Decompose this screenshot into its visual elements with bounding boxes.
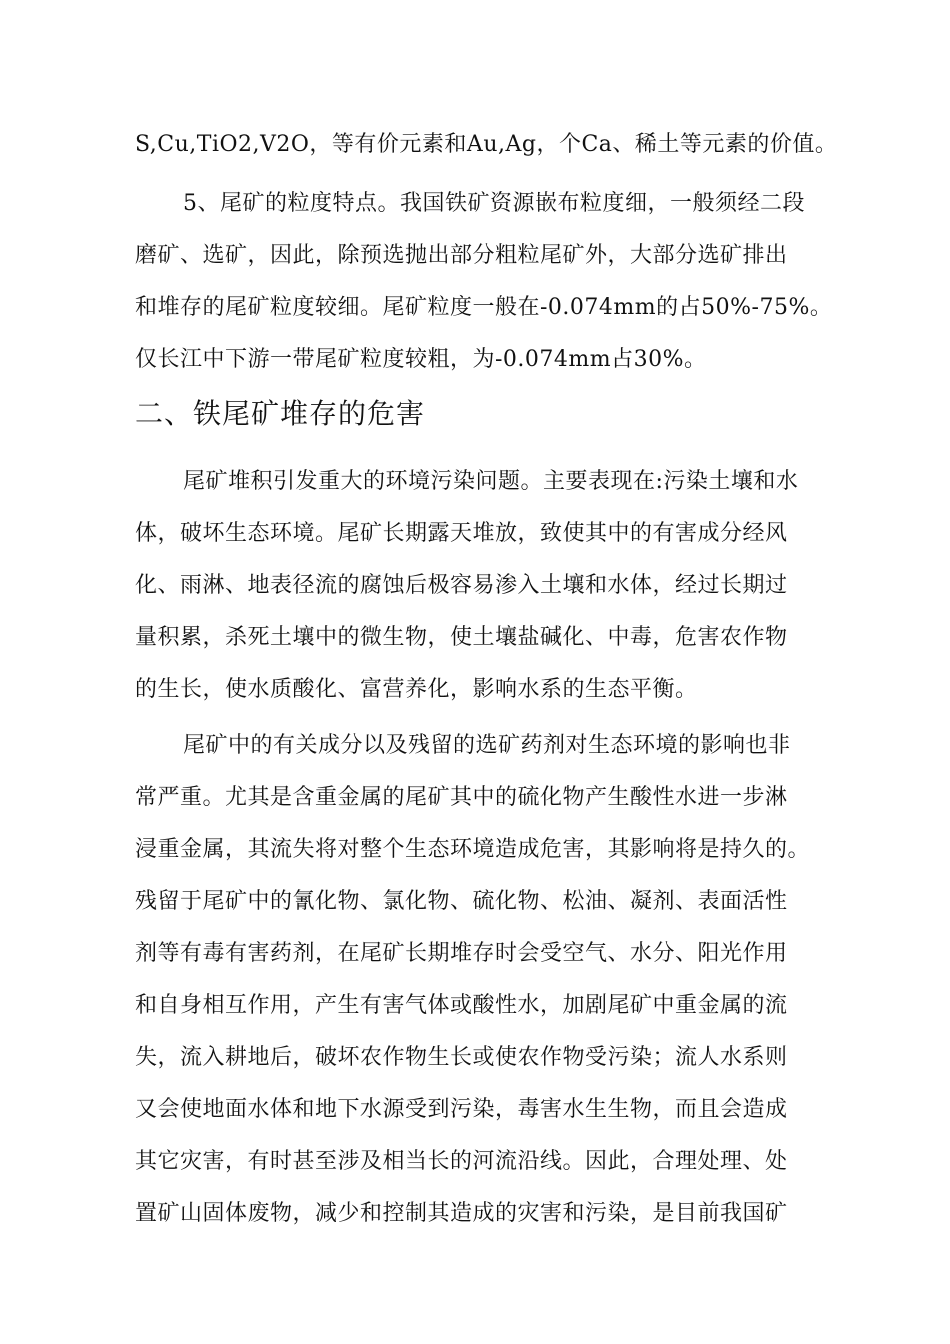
paragraph-3-line-1: 尾矿堆积引发重大的环境污染问题。主要表现在:污染土壤和水 <box>183 469 799 494</box>
paragraph-2-line-1: 5、尾矿的粒度特点。我国铁矿资源嵌布粒度细，一般须经二段 <box>183 191 805 216</box>
paragraph-4-line-3: 浸重金属，其流失将对整个生态环境造成危害，其影响将是持久的。 <box>135 837 811 862</box>
paragraph-4-line-8: 又会使地面水体和地下水源受到污染，毒害水生生物，而且会造成 <box>135 1097 788 1122</box>
paragraph-1-line-1: S,Cu,TiO2,V2O，等有价元素和Au,Ag，个Ca、稀土等元素的价值。 <box>135 132 838 157</box>
paragraph-3-line-5: 的生长，使水质酸化、富营养化，影响水系的生态平衡。 <box>135 677 698 702</box>
paragraph-3-line-3: 化、雨淋、地表径流的腐蚀后极容易渗入土壤和水体，经过长期过 <box>135 573 788 598</box>
paragraph-4-line-5: 剂等有毒有害药剂，在尾矿长期堆存时会受空气、水分、阳光作用 <box>135 941 788 966</box>
paragraph-4-line-9: 其它灾害，有时甚至涉及相当长的河流沿线。因此，合理处理、处 <box>135 1149 788 1174</box>
paragraph-2-line-3: 和堆存的尾矿粒度较细。尾矿粒度一般在-0.074mm的占50%-75%。 <box>135 295 833 320</box>
paragraph-2-line-4: 仅长江中下游一带尾矿粒度较粗，为-0.074mm占30%。 <box>135 347 707 372</box>
paragraph-4-line-7: 失，流入耕地后，破坏农作物生长或使农作物受污染；流人水系则 <box>135 1045 788 1070</box>
paragraph-4-line-4: 残留于尾矿中的氰化物、氯化物、硫化物、松油、凝剂、表面活性 <box>135 889 788 914</box>
paragraph-4-line-10: 置矿山固体废物，减少和控制其造成的灾害和污染，是目前我国矿 <box>135 1201 788 1226</box>
paragraph-4-line-6: 和自身相互作用，产生有害气体或酸性水，加剧尾矿中重金属的流 <box>135 993 788 1018</box>
paragraph-3-line-4: 量积累，杀死土壤中的微生物，使土壤盐碱化、中毒，危害农作物 <box>135 625 788 650</box>
paragraph-4-line-1: 尾矿中的有关成分以及残留的选矿药剂对生态环境的影响也非 <box>183 733 791 758</box>
paragraph-4-line-2: 常严重。尤其是含重金属的尾矿其中的硫化物产生酸性水进一步淋 <box>135 785 788 810</box>
paragraph-3-line-2: 体，破坏生态环境。尾矿长期露天堆放，致使其中的有害成分经风 <box>135 521 788 546</box>
paragraph-2-line-2: 磨矿、选矿，因此，除预选抛出部分粗粒尾矿外，大部分选矿排出 <box>135 243 788 268</box>
section-heading: 二、铁尾矿堆存的危害 <box>135 397 426 430</box>
